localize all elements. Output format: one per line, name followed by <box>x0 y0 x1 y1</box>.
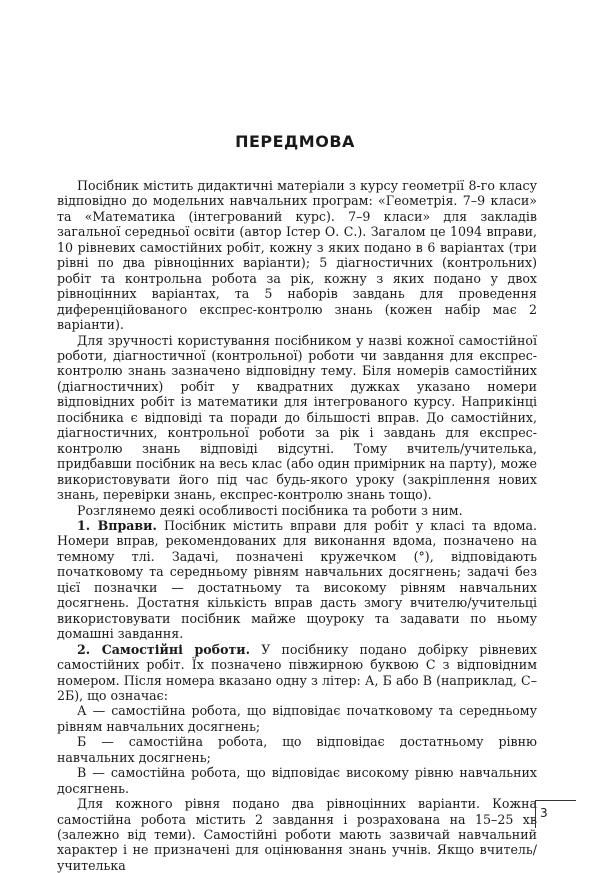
page-title: ПЕРЕДМОВА <box>235 132 355 151</box>
paragraph-independent-work <box>57 642 537 704</box>
page-number: 3 <box>540 806 548 820</box>
paragraph-level-c: В — самостійна робота, що відповідає високому рівню навчальних досягнень. <box>57 765 537 796</box>
preface-body <box>57 178 537 873</box>
paragraph-usage: Для зручності користування посібником у назві кожної самостійної роботи, діагностичної (контрольної) роботи чи завдання для експрес-контролю знань зазначено відповідну тему. Біля номерів самостійних (діагностичних) робіт у квадратних дужках указано номери відповідних робіт із математики для інтегрованого курсу. Наприкінці посібника є відповіді та поради до більшості вправ. До самостійних, діагностичних, контрольної роботи за рік і завдань для експрес-контролю знань відповіді відсутні. Тому вчитель/учителька, придбавши посібник на весь клас (або один примірник на парту), може використовувати його під час будь-якого уроку (закріплення нових знань, перевірки знань, експрес-контролю знань тощо). <box>57 332 537 503</box>
exercises-text: Посібник містить вправи для робіт у класі та вдома. Номери вправ, рекомендованих для виконання вдома, позначено на темному тлі. Задачі, позначені кружечком (°), відповідають початковому та середньому рівням навчальних досягнень; задачі без цієї позначки — достатньому та високому рівням навчальних досягнень. Достатня кількість вправ дасть змогу вчителю/учительці використовувати посібник майже щоуроку та задавати по ньому домашні завдання. <box>57 517 537 642</box>
exercises-heading: 1. Вправи. <box>77 517 157 533</box>
paragraph-level-b: Б — самостійна робота, що відповідає достатньому рівню навчальних досягнень; <box>57 734 537 765</box>
paragraph-features: Розглянемо деякі особливості посібника та роботи з ним. <box>77 502 463 518</box>
paragraph-exercises <box>57 518 537 642</box>
paragraph-variants: Для кожного рівня подано два рівноцінних варіанти. Кожна самостійна робота містить 2 завдання і розрахована на 15–25 хв (залежно від теми). Самостійні роботи мають зазвичай навчальний характер і не призначені для оцінювання знань учнів. Якщо вчитель/учителька <box>57 796 537 873</box>
independent-work-text: У посібнику подано добірку рівневих самостійних робіт. Їх позначено півжирною буквою С з відповідним номером. Після номера вказано одну з літер: А, Б або В (наприклад, С–2Б), що означає: <box>57 641 537 703</box>
paragraph-level-a: А — самостійна робота, що відповідає початковому та середньому рівням навчальних досягнень; <box>57 703 537 734</box>
independent-work-heading: 2. Самостійні роботи. <box>77 641 250 657</box>
paragraph-intro: Посібник містить дидактичні матеріали з курсу геометрії 8-го класу відповідно до модельних навчальних програм: «Геометрія. 7–9 класи» та «Математика (інтегрований курс). 7–9 класи» для закладів загальної середньої освіти (автор Істер О. С.). Загалом це 1094 вправи, 10 рівневих самостійних робіт, кожну з яких подано в 6 варіантах (три рівні по два рівноцінних варіанти); 5 діагностичних (контрольних) робіт та контрольна робота за рік, кожну з яких подано у двох рівноцінних варіантах, та 5 наборів завдань для проведення диференційованого експрес-контролю знань (кожен набір має 2 варіанти). <box>57 178 537 333</box>
